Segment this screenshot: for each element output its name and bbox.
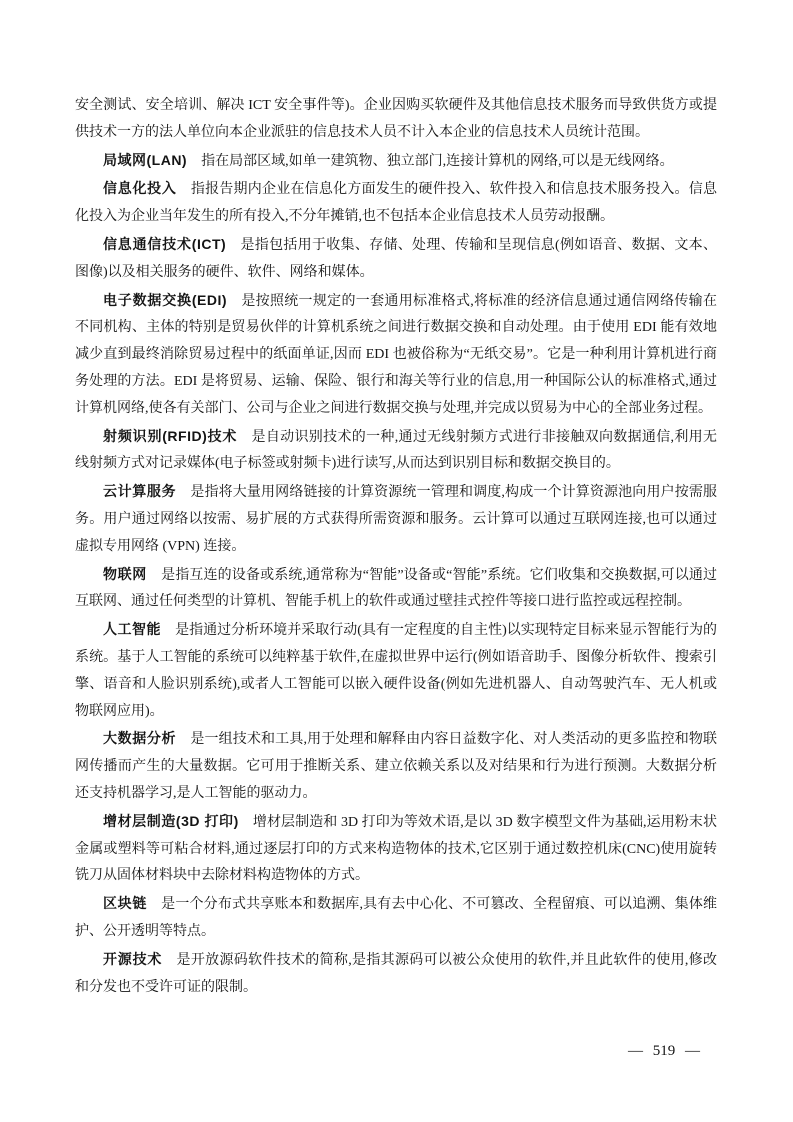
term-entry-iot	[75, 561, 717, 617]
term-entry-open-source	[75, 946, 717, 1002]
paragraph-continuation: 安全测试、安全培训、解决 ICT 安全事件等)。企业因购买软硬件及其他信息技术服务而导致供货方或提供技术一方的法人单位向本企业派驻的信息技术人员不计入本企业的信息技术人员统计范围。	[75, 98, 717, 140]
term-definition: 是一个分布式共享账本和数据库,具有去中心化、不可篡改、全程留痕、可以追溯、集体维护、公开透明等特点。	[75, 897, 718, 939]
term-definition: 是自动识别技术的一种,通过无线射频方式进行非接触双向数据通信,利用无线射频方式对记录媒体(电子标签或射频卡)进行读写,从而达到识别目标和数据交换目的。	[75, 429, 717, 472]
term-definition: 增材层制造和 3D 打印为等效术语,是以 3D 数字模型文件为基础,运用粉末状金属或塑料等可粘合材料,通过逐层打印的方式来构造物体的技术,它区别于通过数控机床(CNC)使用旋转铣刀从固体材料块中去除材料构造物体的方式。	[75, 814, 717, 884]
term-entry-ict	[75, 231, 717, 287]
term-label: 物联网	[103, 565, 147, 582]
term-entry-blockchain	[75, 890, 717, 946]
term-definition: 指在局部区域,如单一建筑物、独立部门,连接计算机的网络,可以是无线网络。	[201, 153, 674, 169]
term-entry-informatization-investment	[75, 175, 717, 231]
term-definition: 是一组技术和工具,用于处理和解释由内容日益数字化、对人类活动的更多监控和物联网传播而产生的大量数据。它可用于推断关系、建立依赖关系以及对结果和行为进行预测。大数据分析还支持机器学习,是人工智能的驱动力。	[75, 732, 718, 801]
term-label: 射频识别(RFID)技术	[103, 427, 238, 444]
term-label: 大数据分析	[103, 730, 177, 747]
term-definition: 是指通过分析环境并采取行动(具有一定程度的自主性)以实现特定目标来显示智能行为的系统。基于人工智能的系统可以纯粹基于软件,在虚拟世界中运行(例如语音助手、图像分析软件、搜索引擎、语音和人脸识别系统),或者人工智能可以嵌入硬件设备(例如先进机器人、自动驾驶汽车、无人机或物联网应用)。	[75, 623, 717, 719]
term-entry-edi	[75, 287, 717, 423]
term-definition: 是按照统一规定的一套通用标准格式,将标准的经济信息通过通信网络传输在不同机构、主体的特别是贸易伙伴的计算机系统之间进行数据交换和自动处理。由于使用 EDI 能有效地减少直到最终消除贸易过程中的纸面单证,因而 EDI 也被俗称为“无纸交易”。它是一种利用计算机进行商务处理的方法。EDI 是将贸易、运输、保险、银行和海关等行业的信息,用一种国际公认的标准格式,通过计算机网络,使各有关部门、公司与企业之间进行数据交换与处理,并完成以贸易为中心的全部业务过程。	[75, 293, 717, 416]
term-label: 信息通信技术(ICT)	[103, 235, 227, 252]
term-label: 局域网(LAN)	[103, 151, 188, 168]
term-label: 人工智能	[103, 621, 162, 638]
term-entry-lan	[75, 147, 717, 176]
term-entry-ai	[75, 616, 717, 725]
term-definition: 指报告期内企业在信息化方面发生的硬件投入、软件投入和信息技术服务投入。信息化投入为企业当年发生的所有投入,不分年摊销,也不包括本企业信息技术人员劳动报酬。	[75, 182, 718, 225]
term-label: 信息化投入	[103, 180, 177, 197]
document-body	[75, 93, 717, 1001]
term-entry-big-data	[75, 725, 717, 807]
term-definition: 是指互连的设备或系统,通常称为“智能”设备或“智能”系统。它们收集和交换数据,可以通过互联网、通过任何类型的计算机、智能手机上的软件或通过壁挂式控件等接口进行监控或远程控制。	[75, 567, 717, 610]
term-entry-rfid	[75, 423, 717, 479]
term-entry-3d-printing	[75, 808, 717, 890]
term-label: 开源技术	[103, 950, 163, 967]
term-definition: 是指将大量用网络链接的计算资源统一管理和调度,构成一个计算资源池向用户按需服务。用户通过网络以按需、易扩展的方式获得所需资源和服务。云计算可以通过互联网连接,也可以通过虚拟专用网络 (VPN) 连接。	[75, 485, 718, 554]
term-label: 云计算服务	[103, 483, 177, 500]
term-label: 电子数据交换(EDI)	[103, 291, 228, 308]
term-entry-cloud-computing	[75, 478, 717, 560]
term-definition: 是指包括用于收集、存储、处理、传输和呈现信息(例如语音、数据、文本、图像)以及相关服务的硬件、软件、网络和媒体。	[75, 237, 717, 280]
page-number: — 519 —	[628, 1043, 700, 1059]
term-label: 增材层制造(3D 打印)	[103, 812, 239, 829]
term-label: 区块链	[103, 895, 147, 912]
term-definition: 是开放源码软件技术的简称,是指其源码可以被公众使用的软件,并且此软件的使用,修改和分发也不受许可证的限制。	[75, 952, 718, 995]
